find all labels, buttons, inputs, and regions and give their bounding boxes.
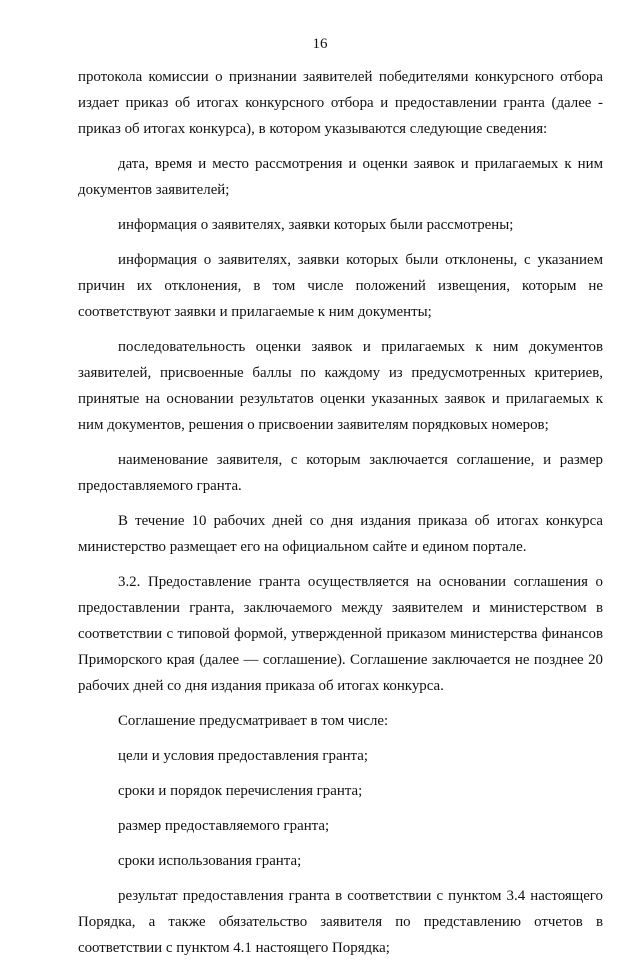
paragraph-usage-terms: сроки использования гранта; (118, 853, 302, 869)
paragraph-grant-size: размер предоставляемого гранта; (118, 818, 330, 834)
paragraph-protocol-continuation: протокола комиссии о признании заявителей победителями конкурсного отбора издает приказ об итогах конкурсного отбора и предоставлении гранта (далее - приказ об итогах конкурса), в котором указываются следующие сведения: (78, 69, 603, 137)
paragraph-evaluation-sequence: последовательность оценки заявок и прилагаемых к ним документов заявителей, присвоенные баллы по каждому из предусмотренных критериев, принятые на основании результатов оценки указанных заявок и прилагаемых к ним документов, решения о присвоении заявителям порядковых номеров; (78, 339, 603, 433)
paragraph-rejected-applicants: информация о заявителях, заявки которых были отклонены, с указанием причин их отклонения, в том числе положений извещения, которым не соответствуют заявки и прилагаемые к ним документы; (78, 252, 603, 320)
paragraph-grant-result: результат предоставления гранта в соответствии с пунктом 3.4 настоящего Порядка, а также обязательство заявителя по представлению отчетов в соответствии с пунктом 4.1 настоящего Порядка; (78, 888, 603, 956)
paragraph-publication-deadline: В течение 10 рабочих дней со дня издания приказа об итогах конкурса министерство размещает его на официальном сайте и едином портале. (78, 513, 603, 555)
paragraph-winner-name: наименование заявителя, с которым заключается соглашение, и размер предоставляемого гранта. (78, 452, 603, 494)
paragraph-agreement-intro: Соглашение предусматривает в том числе: (118, 713, 389, 729)
paragraph-date-time-place: дата, время и место рассмотрения и оценки заявок и прилагаемых к ним документов заявителей; (78, 156, 603, 198)
document-body (78, 64, 603, 970)
paragraph-transfer-terms: сроки и порядок перечисления гранта; (118, 783, 363, 799)
page-number: 16 (312, 36, 328, 52)
paragraph-goals-conditions: цели и условия предоставления гранта; (118, 748, 368, 764)
paragraph-section-3-2: 3.2. Предоставление гранта осуществляется на основании соглашения о предоставлении гранта, заключаемого между заявителем и министерством в соответствии с типовой формой, утвержденной приказом министерства финансов Приморского края (далее — соглашение). Соглашение заключается не позднее 20 рабочих дней со дня издания приказа об итогах конкурса. (78, 574, 603, 694)
paragraph-reviewed-applicants: информация о заявителях, заявки которых были рассмотрены; (118, 217, 514, 233)
